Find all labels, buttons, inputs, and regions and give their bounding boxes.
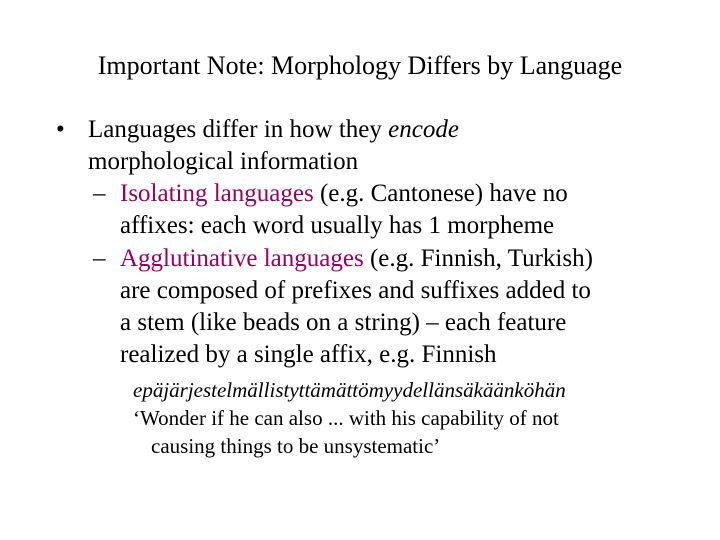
sub-bullet-text: realized by a single affix, e.g. Finnish [120,341,497,368]
sub-bullet-dash: – [93,245,106,272]
sub-bullet-body [120,178,680,242]
sub-bullet-text: a stem (like beads on a string) – each feature [120,309,567,336]
translation-gloss: ‘Wonder if he can also ... with his capability of not [133,406,559,430]
sub-bullet-text: (e.g. Cantonese) have no [313,180,568,207]
finnish-example [133,376,703,460]
slide-title: Important Note: Morphology Differs by Language [97,51,623,80]
sub-bullet-body [120,243,680,371]
term-isolating-languages: Isolating languages [120,180,314,207]
term-agglutinative-languages: Agglutinative languages [120,245,364,272]
bullet-text-post: morphological information [88,148,359,175]
translation-gloss: causing things to be unsystematic’ [151,434,441,458]
bullet-text-emphasis: encode [388,116,459,143]
sub-bullet-text: affixes: each word usually has 1 morpheme [120,212,555,239]
bullet-mark: • [56,116,65,143]
sub-bullet-dash: – [93,180,106,207]
bullet-text-pre: Languages differ in how they [88,116,389,143]
sub-bullet-text: (e.g. Finnish, Turkish) [363,245,593,272]
sub-bullet-text: are composed of prefixes and suffixes added to [120,277,591,304]
bullet-text [88,114,688,178]
finnish-word: epäjärjestelmällistyttämättömyydellänsäkäänköhän [133,378,566,402]
